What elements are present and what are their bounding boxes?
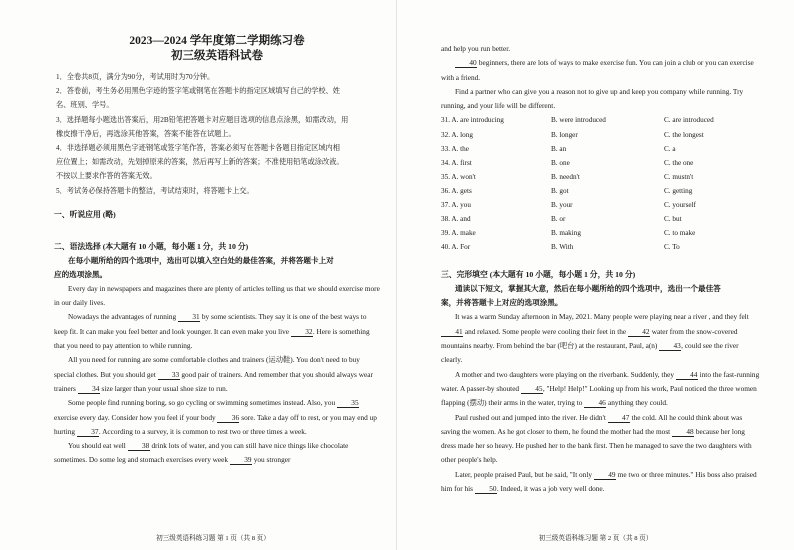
section-grammar-heading: 二、语法选择 (本大题有 10 小题，每小题 1 分，共 10 分) [54,241,249,251]
option-choice: 36. A. gets [441,186,472,195]
blank-33: 33 [158,370,180,380]
option-row [441,113,760,127]
option-choice: 31. A. are introducing [441,116,504,125]
exam-note-line: 橡皮擦干净后，再选涂其他答案，答案不能答在试题上。 [56,129,236,138]
blank-49: 49 [594,470,616,480]
blank-37: 37 [77,427,99,437]
cloze-paragraph: A mother and two daughters were playing on the riverbank. Suddenly, they 44 into the fast-running water. A passer-by shouted 45, "Help! Help!" Looking up from his work, Paul noticed the three women flapping (摆动) their arms in the water, trying to 46 anything they could. [441,369,760,408]
exam-note-line: 不按以上要求作答的答案无效。 [56,172,157,181]
blank-36: 36 [217,413,239,423]
page-footer: 初三级英语科练习题 第 1 页（共 8 页） [156,535,270,542]
page-footer: 初三级英语科练习题 第 2 页（共 8 页） [538,535,653,542]
blank-44: 44 [676,370,698,380]
option-choice: C. yourself [664,201,696,210]
grammar-instruction: 在每小题所给的四个选项中，选出可以填入空白处的最佳答案，并将答题卡上对 应的选项涂黑。 [54,255,334,279]
grammar-paragraph: Nowadays the advantages of running 31 by some scientists. They say it is one of the best ways to keep fit. It can make you feel better and look younger. It can even make you live 32. Here is something that you need to pay attention to while running. [54,312,370,351]
option-choice: B. an [551,144,567,153]
blank-47: 47 [608,413,630,423]
blank-35: 35 [337,398,359,408]
blank-46: 46 [584,398,606,408]
grammar-paragraph: Every day in newspapers and magazines there are plenty of articles telling us that we should exercise more in our daily lives. [54,283,380,308]
option-row [441,142,760,156]
exam-title: 2023—2024 学年度第二学期练习卷 [129,35,305,47]
option-choice: B. making [551,229,581,238]
option-choice: B. or [551,215,566,224]
option-choice: 40. A. For [441,243,471,252]
option-row [441,240,760,254]
option-choice: C. mustn't [664,172,694,181]
option-choice: B. needn't [551,172,580,181]
option-choice: B. one [551,158,570,167]
option-row [441,198,760,212]
grammar-paragraph: 40 beginners, there are lots of ways to make exercise fun. You can join a club or you can exercise with a friend. [441,58,754,82]
option-row [441,156,760,170]
option-choice: 37. A. you [441,201,471,210]
option-choice: C. To [664,243,680,252]
option-choice: B. your [551,201,573,210]
page-2 [397,0,794,550]
exam-subtitle: 初三级英语科试卷 [171,50,263,62]
option-row [441,184,760,198]
grammar-paragraph: Find a partner who can give you a reason not to give up and keep you company while running. Try running, and your life will be different. [441,86,744,111]
option-choice: C. but [664,215,682,224]
option-choice: B. longer [551,130,578,139]
blank-45: 45 [521,384,543,394]
option-choice: C. a [664,144,676,153]
exam-note-line: 名、班别、学号。 [56,101,114,110]
section-cloze-heading: 三、完形填空 (本大题有 10 小题，每小题 1 分，共 10 分) [441,270,636,280]
exam-note-line: 1．全卷共8页，满分为90分，考试用时为70分钟。 [56,73,215,81]
grammar-passage-continued [441,42,760,113]
grammar-paragraph: and help you run better. [441,44,511,53]
option-choice: C. the longest [664,130,704,139]
cloze-passage [441,310,760,496]
option-choice: C. to make [664,229,696,238]
option-choice: 34. A. first [441,158,472,167]
blank-39: 39 [230,455,252,465]
options-list [441,113,760,254]
cloze-instruction: 通读以下短文，掌握其大意，然后在每小题所给的四个选项中，选出一个最佳答 案，并将答题卡上对应的选项涂黑。 [441,284,721,308]
blank-42: 42 [628,327,650,337]
option-choice: 32. A. long [441,130,473,139]
section-listening-heading: 一、听说应用 (略) [54,209,116,219]
exam-note-line: 3．选择题每小题选出答案后，用2B铅笔把答题卡对应题目选项的信息点涂黑，如需改动，用 [56,115,349,124]
cloze-paragraph: Paul rushed out and jumped into the river. He didn't 47 the cold. All he could think about was saving the women. As he got closer to them, he found the mother had the most 48 because her long dress made her so heavy. He pushed her to the bank first. Then he managed to save the two daughters with other people's help. [441,412,752,465]
option-choice: 33. A. the [441,144,469,153]
option-choice: C. getting [664,186,693,195]
option-choice: C. the one [664,158,694,167]
exam-note-line: 5．考试务必保持答题卡的整洁，考试结束时，将答题卡上交。 [56,186,254,195]
grammar-passage [54,282,380,468]
option-row [441,128,760,142]
option-row [441,170,760,184]
blank-43: 43 [659,341,681,351]
exam-notes [54,70,380,198]
cloze-paragraph: It was a warm Sunday afternoon in May, 2021. Many people were playing near a river , and they felt 41 and relaxed. Some people were cooling their feet in the 42 water from the snow-covered mountains nearby. From behind the bar (吧台) at the restaurant, Paul, a(n) 43, could see the river clearly. [441,312,749,365]
option-choice: B. got [551,186,569,195]
option-choice: B. With [551,243,574,252]
exam-note-line: 应位置上；如需改动，先划掉原来的答案，然后再写上新的答案；不准使用铅笔或涂改液。 [56,158,344,167]
grammar-paragraph: All you need for running are some comfortable clothes and trainers (运动鞋). You don't need to buy special clothes. But you should get 33 good pair of trainers. And remember that you should always wear trainers 34 size larger than your usual shoe size to run. [54,355,373,393]
blank-40: 40 [455,58,477,68]
blank-38: 38 [128,441,150,451]
blank-34: 34 [78,384,100,394]
exam-note-line: 4．非选择题必须用黑色字迹钢笔或签字笔作答，答案必须写在答题卡各题目指定区域内相 [56,144,340,153]
exam-note-line: 2．答卷前，考生务必用黑色字迹的签字笔或钢笔在答题卡的指定区域填写自己的学校、姓 [56,87,340,96]
option-choice: C. are introduced [664,116,714,125]
option-choice: 38. A. and [441,215,471,224]
option-choice: 35. A. won't [441,172,476,181]
blank-31: 31 [178,312,200,322]
option-choice: 39. A. make [441,229,476,238]
grammar-paragraph: You should eat well 38 drink lots of water, and you can still have nice things like chocolate sometimes. Do some leg and stomach exercises every week 39 you stronger [54,441,349,465]
blank-48: 48 [672,427,694,437]
blank-41: 41 [441,327,463,337]
option-choice: B. were introduced [551,116,606,125]
option-row [441,226,760,240]
grammar-paragraph: Some people find running boring, so go cycling or swimming sometimes instead. Also, you 35 exercise every day. Consider how you feel if your body 36 sore. Take a day off to rest, or you may end up hurting 37. According to a survey, it is common to rest two or three times a week. [54,398,377,436]
blank-50: 50 [475,484,497,494]
option-row [441,212,760,226]
cloze-paragraph: Later, people praised Paul, but he said, "It only 49 me two or three minutes." His boss also praised him for his 50. Indeed, it was a job very well done. [441,469,757,493]
blank-32: 32 [291,327,313,337]
